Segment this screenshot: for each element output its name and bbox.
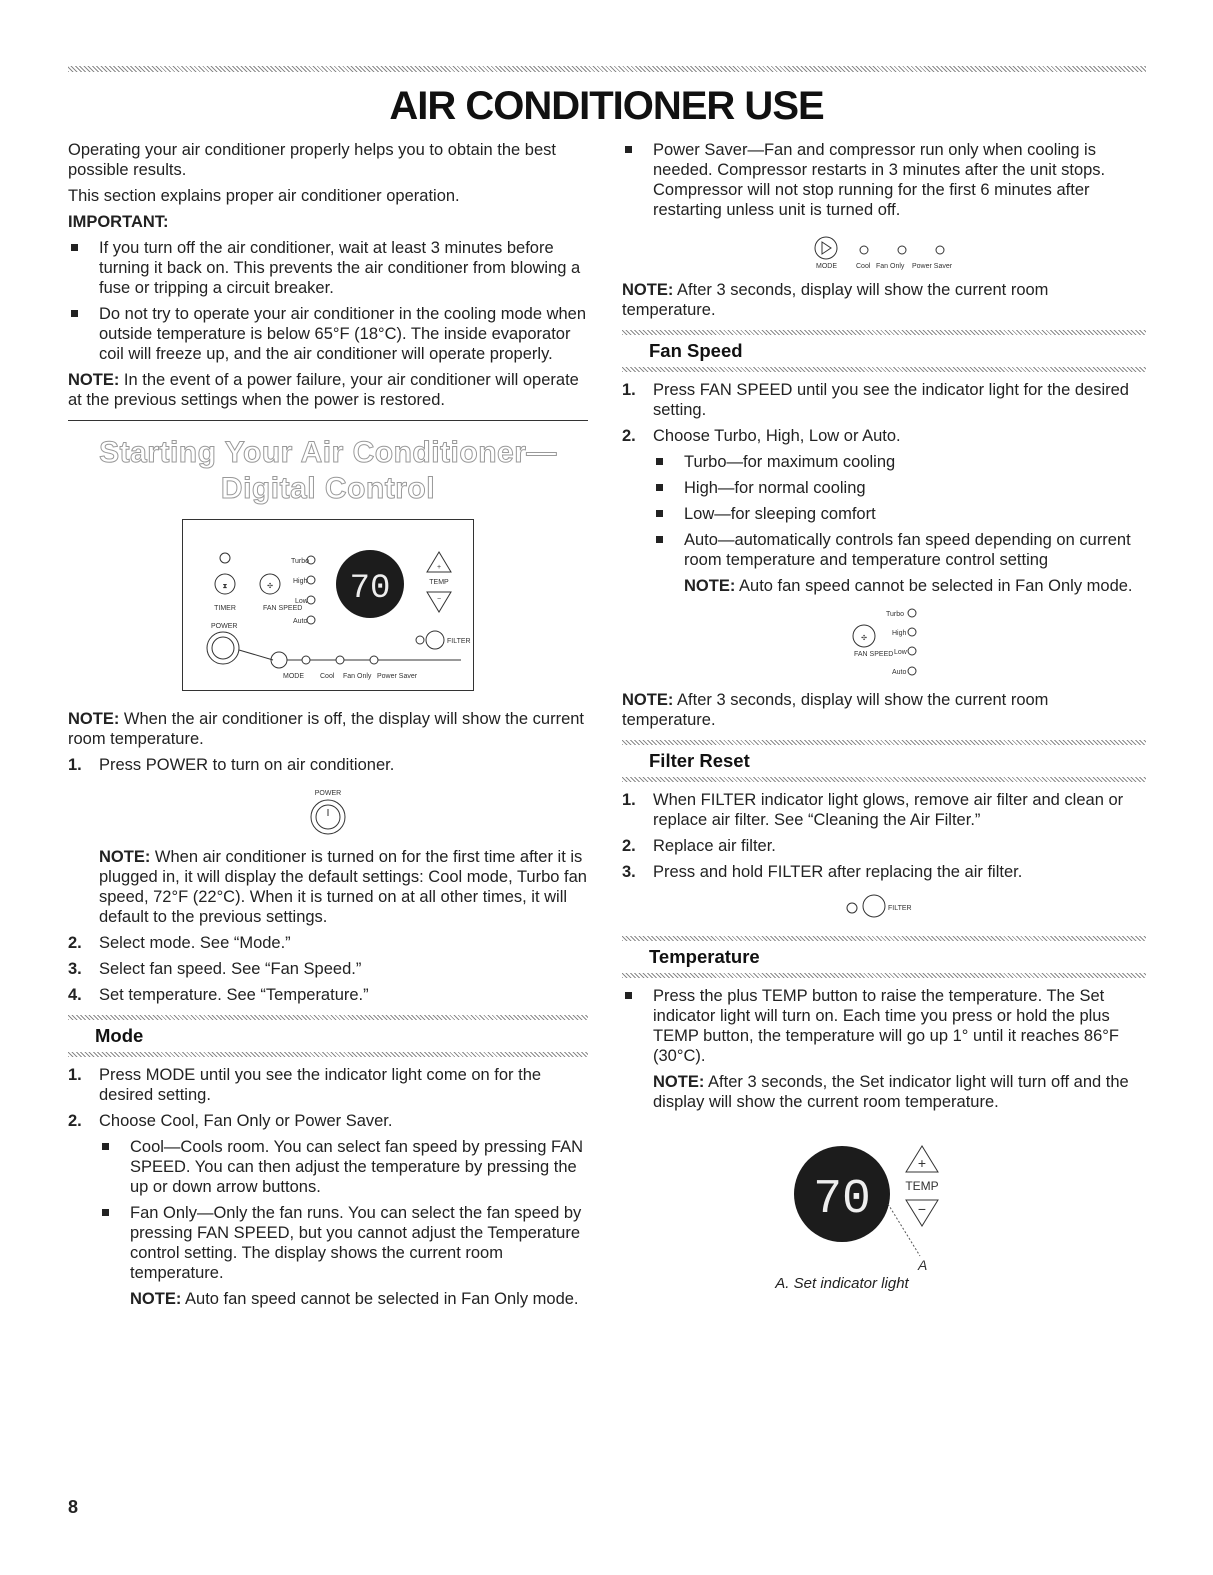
mode-note [130,1289,588,1309]
note-first-time [99,847,588,927]
turbo-label: Turbo [291,558,310,565]
note-text: When air conditioner is turned on for the first time after it is plugged in, it will display the default settings: Cool mode, Turbo fan speed, 72°F (22°C). When it is turned on at all other times, it will default to the previous settings. [99,848,587,926]
temperature-heading: Temperature [649,946,760,967]
power-label: POWER [314,790,342,797]
step-number: 1. [622,381,636,399]
hatch-rule [68,1015,588,1020]
high-label: High [892,630,907,637]
filter-step [622,790,1146,830]
left-column [68,140,588,1315]
temperature-illustration [792,1134,952,1274]
note-label: NOTE: [130,1290,182,1308]
note-label: NOTE: [622,281,674,299]
fan-bullet: Low—for sleeping comfort [653,504,1146,524]
note-text: After 3 seconds, display will show the current room temperature. [622,281,1049,319]
mode-bullet: Fan Only—Only the fan runs. You can select the fan speed by pressing FAN SPEED, but you cannot adjust the Temperature control setting. The display shows the current room temperature. [99,1203,588,1283]
note-text: After 3 seconds, the Set indicator light will turn off and the display will show the current room temperature. [653,1073,1129,1111]
important-item: If you turn off the air conditioner, wait at least 3 minutes before turning it back on. This prevents the air conditioner from blowing a fuse or tripping a circuit breaker. [68,238,588,298]
note-label: NOTE: [622,691,674,709]
important-label: IMPORTANT: [68,213,169,231]
power-saver-label: Power Saver [377,673,418,680]
step-number: 2. [68,1112,82,1130]
note-after-3-seconds [622,280,1146,320]
note-after-3-seconds-b [622,690,1146,730]
fan-speed-heading: Fan Speed [649,340,743,361]
fan-only-label: Fan Only [876,263,905,270]
step-text: Select mode. See “Mode.” [99,934,291,952]
low-label: Low [894,649,907,656]
cool-label: Cool [856,263,871,270]
important-item: Do not try to operate your air conditioner in the cooling mode when outside temperature is below 65°F (18°C). The inside evaporator coil will freeze up, and the air conditioner will operate properly. [68,304,588,364]
svg-text:−: − [917,1201,927,1217]
filter-icon [426,631,444,649]
timer-label: TIMER [214,605,236,612]
cool-label: Cool [320,673,335,680]
step-text: Press MODE until you see the indicator light come on for the desired setting. [99,1066,542,1104]
note-text: Auto fan speed cannot be selected in Fan Only mode. [181,1290,579,1308]
mode-label: MODE [283,673,304,680]
mode-icon [271,652,287,668]
temperature-bullet: Press the plus TEMP button to raise the temperature. The Set indicator light will turn on. Each time you press or hold the plus TEMP button, the temperature will go up 1° until it reaches 86°F (30°C). [622,986,1146,1066]
temperature-section-head [622,936,1146,978]
fan-only-label: Fan Only [343,673,372,680]
step-number: 4. [68,986,82,1004]
filter-reset-heading: Filter Reset [649,750,750,771]
hatch-rule [622,777,1146,782]
filter-step [622,836,1146,856]
step-text: Select fan speed. See “Fan Speed.” [99,960,362,978]
temperature-note [653,1072,1146,1112]
mode-step [68,1111,588,1131]
step-text: Press and hold FILTER after replacing the air filter. [653,863,1023,881]
mode-indicators-icon [812,234,982,274]
step-1 [68,755,588,775]
divider [68,420,588,421]
note-label: NOTE: [68,371,120,389]
step-text: Set temperature. See “Temperature.” [99,986,369,1004]
filter-reset-section-head [622,740,1146,782]
fan-speed-indicators-icon [842,604,932,684]
svg-text:+: + [436,564,442,571]
temp-label: TEMP [429,579,449,586]
hatch-rule [622,936,1146,941]
auto-label: Auto [892,669,907,676]
hatch-rule [622,367,1146,372]
high-label: High [293,578,308,585]
callout-line [888,1204,920,1256]
step-number: 2. [622,837,636,855]
page-title: AIR CONDITIONER USE [389,84,824,128]
fan-bullet: Turbo—for maximum cooling [653,452,1146,472]
filter-label: FILTER [447,638,471,645]
svg-text:+: + [917,1155,927,1171]
step-number: 1. [68,1066,82,1084]
step-number: 2. [622,427,636,445]
note-power-failure [68,370,588,410]
power-saver-bullet: Power Saver—Fan and compressor run only when cooling is needed. Compressor restarts in 3 minutes after the unit stops. Compressor will not stop running for the first 6 minutes after restarting unless unit is turned off. [622,140,1146,220]
step-text: Replace air filter. [653,837,776,855]
step-2 [68,933,588,953]
fan-step [622,426,1146,446]
note-text: Auto fan speed cannot be selected in Fan Only mode. [735,577,1133,595]
mode-section-head [68,1015,588,1057]
temp-label: TEMP [905,1179,939,1193]
display-value: 70 [813,1173,871,1227]
step-text: Choose Cool, Fan Only or Power Saver. [99,1112,393,1130]
auto-label: Auto [293,618,308,625]
note-label: NOTE: [653,1073,705,1091]
intro-paragraph-2: This section explains proper air conditioner operation. [68,187,460,205]
low-label: Low [295,598,308,605]
hatch-rule [622,740,1146,745]
step-text: Press FAN SPEED until you see the indicator light for the desired setting. [653,381,1129,419]
turbo-label: Turbo [886,611,905,618]
power-label: POWER [211,623,238,630]
note-off-display [68,709,588,749]
note-label: NOTE: [99,848,151,866]
display-value: 70 [349,570,391,608]
right-column [622,140,1146,1294]
note-label: NOTE: [68,710,120,728]
step-number: 3. [68,960,82,978]
control-panel-illustration [182,519,474,691]
fan-bullet: High—for normal cooling [653,478,1146,498]
power-saver-label: Power Saver [912,263,953,270]
callout-letter: A [918,1257,928,1273]
starting-title-line1: Starting Your Air Conditioner— [99,436,557,469]
fan-speed-section-head [622,330,1146,372]
step-3 [68,959,588,979]
filter-step [622,862,1146,882]
filter-label: FILTER [888,905,912,912]
mode-step [68,1065,588,1105]
filter-button-icon [842,892,932,922]
mode-heading: Mode [95,1025,144,1046]
svg-text:⧗: ⧗ [222,583,228,590]
page-number: 8 [68,1497,79,1517]
top-hatch-rule [68,66,1146,72]
step-number: 2. [68,934,82,952]
step-number: 1. [622,791,636,809]
starting-title [68,435,588,507]
control-panel-svg [183,520,473,690]
note-text: When the air conditioner is off, the display will show the current room temperature. [68,710,585,748]
intro-paragraph: Operating your air conditioner properly helps you to obtain the best possible results. [68,141,556,179]
note-label: NOTE: [684,577,736,595]
svg-text:−: − [436,596,442,603]
starting-title-line2: Digital Control [220,472,436,505]
svg-text:✣: ✣ [861,635,867,642]
hatch-rule [68,1052,588,1057]
svg-text:✣: ✣ [267,583,273,590]
note-text: After 3 seconds, display will show the current room temperature. [622,691,1049,729]
step-4 [68,985,588,1005]
hatch-rule [622,330,1146,335]
fan-speed-label: FAN SPEED [263,605,303,612]
step-number: 1. [68,756,82,774]
fan-bullet: Auto—automatically controls fan speed depending on current room temperature and temperature control setting [653,530,1146,570]
fan-step [622,380,1146,420]
step-text: When FILTER indicator light glows, remove air filter and clean or replace air filter. See “Cleaning the Air Filter.” [653,791,1124,829]
step-number: 3. [622,863,636,881]
fan-speed-label: FAN SPEED [854,651,894,658]
mode-label: MODE [816,263,837,270]
step-text: Choose Turbo, High, Low or Auto. [653,427,901,445]
figure-caption: A. Set indicator light [775,1275,909,1292]
step-text: Press POWER to turn on air conditioner. [99,756,395,774]
fan-note [684,576,1146,596]
mode-bullet: Cool—Cools room. You can select fan speed by pressing FAN SPEED. You can then adjust the temperature by pressing the up or down arrow buttons. [99,1137,588,1197]
power-button-icon [298,783,358,839]
note-text: In the event of a power failure, your air conditioner will operate at the previous settings when the power is restored. [68,371,579,409]
hatch-rule [622,973,1146,978]
